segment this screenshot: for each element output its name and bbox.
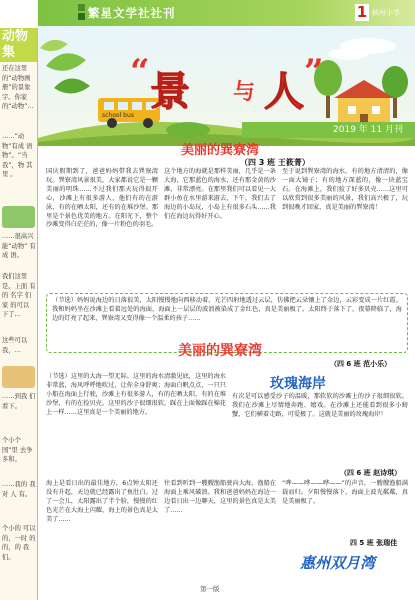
article-byline: （四 3 班 王筱菁） [240, 158, 310, 167]
page-footer: 第一版 [200, 585, 220, 593]
excerpt-text: （节选）妈妈说海边的日落很美，太阳慢慢地向西移动着，光芒四射地透过云层，仿佛把云朵镶上了金边，云彩变成一片红霞。我和妈妈坐在沙滩上看着远处的海面，海面上一层层的波浪被染成了金红色，真是美丽极了。太阳终于落下了，夜幕降临了，海边的灯亮了起来，巽寮湾又变得像一个温柔的孩子…… [52, 297, 402, 322]
article-byline: （四 6 班 范小乐） [330, 360, 392, 368]
bus-label: school bus [102, 112, 134, 119]
article-column: “哗——哗——哗——”的声音，一艘艘渔船满载而归。夕阳慢慢落下，海面上波光粼粼，真是美丽极了。 [282, 480, 408, 505]
article-column: 国庆假期到了，爸爸妈妈带我去巽寮湾玩。巽寮湾风景很美，大家都说它是一颗美丽的明珠……不过我们那天玩得很开心，沙滩上有很多游人，他们有的在游泳，有的在晒太阳，还有的在堆沙堡。那里是个景色优美的地方。在阳光下，整个沙滩变得白茫茫的，像一片粉色的羽毛。 [46, 168, 158, 229]
strip-text: 我们这里是。上面 有的 名字 们家 的可以 下了… [2, 273, 36, 318]
illustration-icon [2, 366, 35, 388]
article-byline: 四 5 班 张瑞佳 [350, 539, 398, 547]
left-strip [0, 28, 38, 600]
article-title: 美丽的巽寮湾 [180, 143, 259, 158]
strip-text: ……很高兴 能“动物” 有成 语。 [2, 233, 36, 259]
article-column: 往看到听到一艘艘渔船驶向大海，渔船在海面上乘风破浪。我和爸爸妈妈在海边一边看日出一边聊天，这里的景色真是太美了…… [164, 480, 276, 514]
banner-char-ren: 人 [264, 68, 304, 115]
quote-close: ” [304, 52, 324, 92]
article-column: （节选）这里的大海一望无际。这里的海水清澈见底，这里的海水非常蓝，海风呼呼地吹过，让你全身舒爽；海面白帆点点，一只只小船在海面上行驶，沙滩上有很多游人，有的在晒太阳，有的在堆沙堡，有的在捡贝壳。这里的沙子很细很软，踩在上面像踩在棉花上一样……这里真是一个美丽的地方。 [46, 373, 226, 416]
article-title: 玫瑰海岸 [270, 376, 326, 392]
quote-open: “ [130, 52, 150, 92]
strip-text: 个小的 可以 的，一时 的 的，的 我们。 [2, 525, 38, 561]
strip-text: ……到我 们 看下。 [2, 393, 38, 410]
article-title: 惠州双月湾 [300, 554, 376, 572]
strip-text: ……我的 我 对 人 有。 [2, 481, 38, 498]
strip-text: 这些可以 我，… [2, 337, 30, 354]
banner-connector: 与 [233, 79, 256, 105]
article-column: 有次是可以感受沙子的温暖，那软软的沙滩上的沙子很细很软。我们在沙滩上尽情地奔跑、嬉戏。在沙滩上还能看到很多小螃蟹，它们横着走路，可爱极了。这就是美丽的玫瑰海岸！ [232, 393, 408, 418]
article-column: 海上是看日出的最佳地方，6点钟太阳还没有升起，天边就已经露出了鱼肚白。过了一会儿，太阳露出了半个脸，慢慢的红色光芒在大海上闪耀，海上的景色真是太美了…… [46, 480, 158, 523]
header-decoration [78, 4, 85, 11]
issue-date: 2019 年 11 月刊 [242, 122, 415, 138]
strip-text: 还在这里的“动物画册”的景象宇。你家的“动物”… [2, 65, 34, 110]
header-decoration [78, 13, 85, 20]
strip-title: 动物 集 [0, 28, 37, 62]
article-byline: （四 6 班 赵诗琪） [340, 469, 402, 477]
banner-char-jing: 景 [150, 68, 190, 115]
article-column: 这个地方的海就是那样美丽，几乎是一条大海，它那蓝色的海水，还有那金黄的沙滩，非常漂亮。在那里我们可以看见一大群小鱼在水里游来游去，下午，我们去了海边的小岛玩，小岛上有很多石头……我们在海边玩得好开心。 [164, 168, 276, 220]
article-title: 美丽的巽寮湾 [178, 343, 262, 359]
newsletter-title: 繁星文学社社刊 [88, 6, 176, 20]
issue-number: 1 [356, 3, 368, 21]
article-column: 至于说到巽寮湾的海水，有的地方清清的，像一面大镜子；有的地方深蓝的，像一块蓝宝石。在海滩上，我们捡了好多贝壳……这里可以欣赏到很多美丽的风景，我们高兴极了，玩到很晚才回家，真是美丽的巽寮湾！ [282, 168, 408, 211]
school-name: 核州小学 [372, 9, 400, 17]
strip-text: ……“动物”有成 语物”。“当我”，物 其 里 。 [2, 133, 35, 178]
animal-icon [2, 206, 35, 228]
strip-text: 个小个 国”里 去争 多和。 [2, 437, 35, 463]
